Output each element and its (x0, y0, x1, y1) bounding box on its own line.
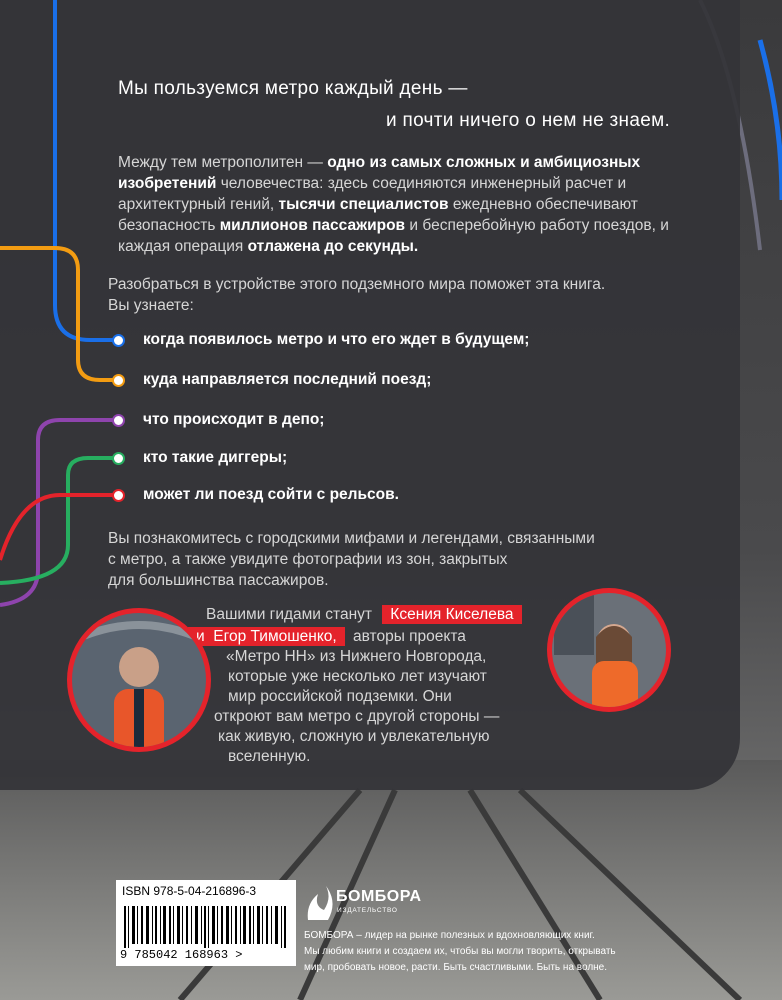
bullet-dot-green (112, 452, 125, 465)
bullet-item-1: когда появилось метро и что его ждет в будущем; (143, 331, 530, 348)
bullet-dot-blue (112, 334, 125, 347)
intro-paragraph (118, 152, 698, 257)
guides-line-4: которые уже несколько лет изучают (228, 668, 487, 685)
bullet-dot-red (112, 489, 125, 502)
bullet-dot-orange (112, 374, 125, 387)
guides-text-pre2: и (196, 628, 205, 645)
author-photo-timoshenko (64, 605, 214, 755)
bullet-item-2: куда направляется последний поезд; (143, 371, 432, 388)
isbn-digits: 9 785042 168963 > (120, 948, 243, 962)
publisher-tagline-1: БОМБОРА – лидер на рынке полезных и вдохновляющих книг. (304, 930, 595, 941)
bombora-logo-icon (304, 884, 334, 924)
intro-text-1: Между тем метрополитен — (118, 154, 328, 171)
isbn-barcode-box (116, 880, 296, 966)
intro-bold-3: миллионов пассажиров (219, 217, 406, 234)
publisher-subname: ИЗДАТЕЛЬСТВО (337, 907, 398, 914)
legends-line-1: Вы познакомитесь с городскими мифами и легендами, связанными (108, 530, 595, 547)
guides-line-5: мир российской подземки. Они (228, 688, 452, 705)
publisher-tagline (304, 928, 616, 976)
bullet-item-4: кто такие диггеры; (143, 449, 288, 466)
bullet-item-3: что происходит в депо; (143, 411, 325, 428)
learn-line-2: Вы узнаете: (108, 297, 194, 314)
legends-line-2: с метро, а также увидите фотографии из зон, закрытых (108, 551, 508, 568)
author-name-kiseleva: Ксения Киселева (382, 605, 521, 624)
guides-line-7: как живую, сложную и увлекательную (218, 728, 490, 745)
headline-line-1: Мы пользуемся метро каждый день — (118, 78, 468, 99)
intro-bold-4: отлажена до секунды. (247, 238, 419, 255)
intro-text-4: и бесперебойную работу поездов, и каждая операция (118, 217, 669, 255)
publisher-tagline-3: мир, пробовать новое, расти. Быть счастливыми. Быть на волне. (304, 962, 608, 973)
legends-line-3: для большинства пассажиров. (108, 572, 329, 589)
learn-line-1: Разобраться в устройстве этого подземного мира поможет эта книга. (108, 276, 606, 293)
barcode (124, 906, 288, 948)
guides-text-pre1: Вашими гидами станут (206, 606, 372, 623)
isbn-label: ISBN 978-5-04-216896-3 (122, 884, 257, 898)
bullet-dot-purple (112, 414, 125, 427)
author-name-timoshenko-text: Егор Тимошенко, (213, 628, 337, 645)
publisher-name: БОМБОРА (336, 888, 422, 905)
guides-line-8: вселенную. (228, 748, 311, 765)
author-photo-kiseleva (544, 585, 674, 715)
publisher-tagline-2: Мы любим книги и создаем их, чтобы вы могли творить, открывать (304, 946, 616, 957)
guides-text-2: авторы проекта (353, 628, 466, 645)
intro-text-3: ежедневно обеспечивают безопасность (118, 196, 638, 234)
intro-text-2: человечества: здесь соединяются инженерный расчет и архитектурный гений, (118, 175, 627, 213)
guides-line-2 (188, 626, 466, 647)
guides-line-6: откроют вам метро с другой стороны — (214, 708, 500, 725)
bullet-item-5: может ли поезд сойти с рельсов. (143, 486, 399, 503)
headline-line-2: и почти ничего о нем не знаем. (386, 110, 671, 131)
guides-line-3: «Метро НН» из Нижнего Новгорода, (226, 648, 487, 665)
intro-bold-2: тысячи специалистов (278, 196, 449, 213)
guides-line-1 (206, 604, 522, 625)
intro-bold-1: одно из самых сложных и амбициозных изобретений (118, 154, 641, 192)
